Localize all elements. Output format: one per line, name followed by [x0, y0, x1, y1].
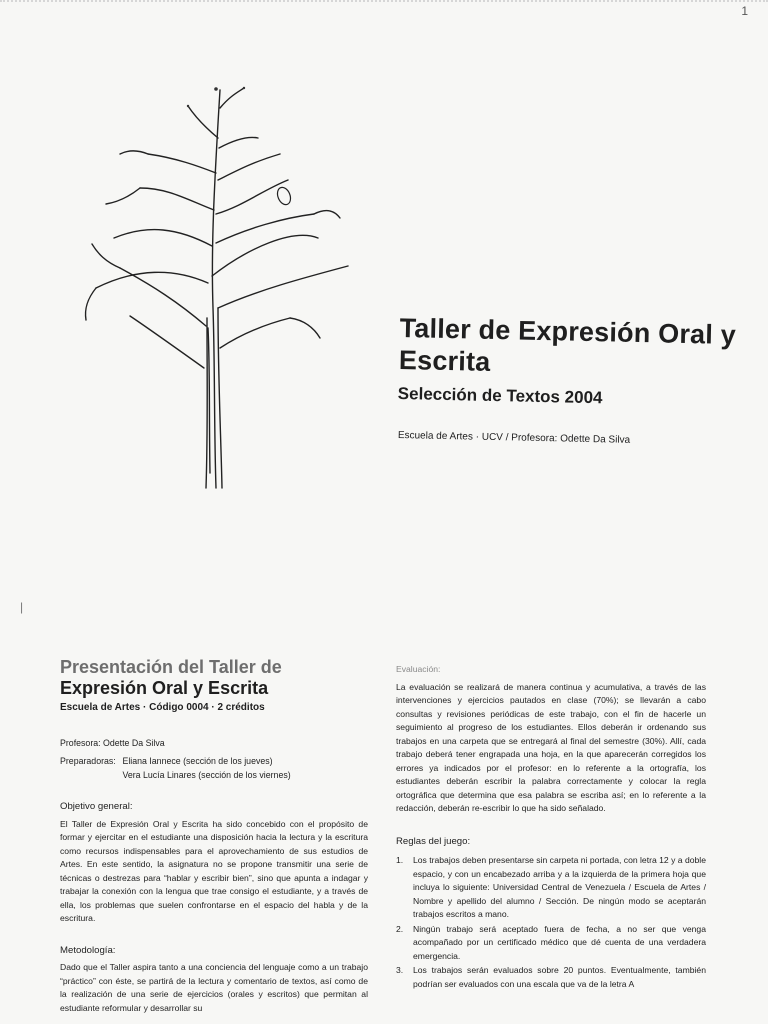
- rule-text: Ningún trabajo será aceptado fuera de fecha, a no ser que venga acompañado por un certificado médico que dé cuenta de una verdadera emergencia.: [413, 923, 706, 961]
- evaluation-paragraph: La evaluación se realizará de manera continua y acumulativa, a través de las intervenciones y ejercicios pautados en clase (70%); se llevarán a cabo consultas y revisiones periódicas de este trabajo, con el fin de hacerle un seguimiento al progreso de los estudiantes. Ellos deberán ir ordenando sus trabajos en una carpeta que se entregará al final del semestre (30%). Allí, cada trabajo deberá tener engrapada una hoja, en la que aparecerán corregidos los errores ya indicados por el profesor: en lo referente a la ortografía, los estudiantes deberán escribir la palabra correctamente y colocar la regla ortográfica que determina que esa palabra se escriba así; en lo referente a la redacción, deberán re-escribir lo que ha sido señalado.: [396, 681, 706, 813]
- preparadoras-list: [122, 754, 357, 782]
- cover-title: Taller de Expresión Oral y Escrita: [398, 312, 737, 377]
- rule-item: [396, 923, 706, 964]
- cover-credit: Escuela de Artes · UCV / Profesora: Odette Da Silva: [397, 430, 631, 446]
- presentation-title-line2: Expresión Oral y Escrita: [60, 678, 269, 698]
- objetivo-paragraph: El Taller de Expresión Oral y Escrita ha sido concebido con el propósito de formar y ejercitar en el estudiante una disposición hacia la lectura y la escritura como recursos indispensables para el aprovechamiento de sus estudios de Artes. En este sentido, la asignatura no se propone transmitir una serie de técnicas o destrezas para “hablar y escribir bien”, sino que apunta a indagar y trabajar la conexión con la lengua que trae consigo el estudiante, y a través de ella, los problemas que suelen confrontarse en el espacio del habla y de la escritura.: [60, 818, 368, 923]
- scan-edge-noise: [0, 0, 768, 18]
- rule-text: Los trabajos serán evaluados sobre 20 puntos. Eventualmente, también podrían ser evaluados con una escala que va de la letra A: [413, 965, 706, 989]
- preparadora-item: Eliana Iannece (sección de los jueves): [122, 756, 273, 766]
- rules-heading: Reglas del juego:: [396, 835, 471, 847]
- evaluation-column: [396, 663, 706, 992]
- rule-number: 1.: [396, 855, 404, 865]
- tree-illustration: [78, 78, 358, 498]
- course-meta: Escuela de Artes · Código 0004 · 2 créditos: [60, 702, 265, 713]
- scan-artifact-mark: |: [20, 600, 24, 614]
- metodologia-paragraph: Dado que el Taller aspira tanto a una conciencia del lenguaje como a un trabajo “práctico” con éste, se partirá de la lectura y comentario de textos, así como de la realización de una serie de ejercicios (orales y escritos) que permitan al estudiante reformular y desarrollar su: [60, 962, 368, 1013]
- profesora-line: Profesora: Odette Da Silva: [60, 737, 165, 748]
- preparadoras-block: [60, 754, 368, 782]
- presentation-column: [60, 657, 368, 1015]
- preparadoras-label: Preparadoras:: [60, 756, 116, 766]
- rule-number: 2.: [396, 923, 404, 934]
- page-marker: 1: [741, 4, 748, 18]
- presentation-title: [60, 657, 368, 699]
- preparadora-item: Vera Lucía Linares (sección de los viernes): [122, 770, 291, 780]
- cover-subtitle: Selección de Textos 2004: [397, 384, 603, 408]
- objetivo-heading: Objetivo general:: [60, 801, 133, 812]
- rule-text: Los trabajos deben presentarse sin carpeta ni portada, con letra 12 y a doble espacio, y con un encabezado arriba y a la izquierda de la primera hoja que incluya lo siguiente: Universidad Central de Venezuela / Escuela de Artes / Nombre y apellido del alumno / Sección. De ningún modo se aceptarán trabajos escritos a mano.: [413, 855, 706, 919]
- metodologia-heading: Metodología:: [60, 944, 116, 956]
- rule-item: [396, 854, 706, 922]
- presentation-title-line1: Presentación del Taller de: [60, 657, 282, 677]
- evaluation-heading: Evaluación:: [396, 664, 441, 674]
- rules-list: [396, 854, 706, 991]
- rule-number: 3.: [396, 965, 404, 975]
- rule-item: [396, 964, 706, 991]
